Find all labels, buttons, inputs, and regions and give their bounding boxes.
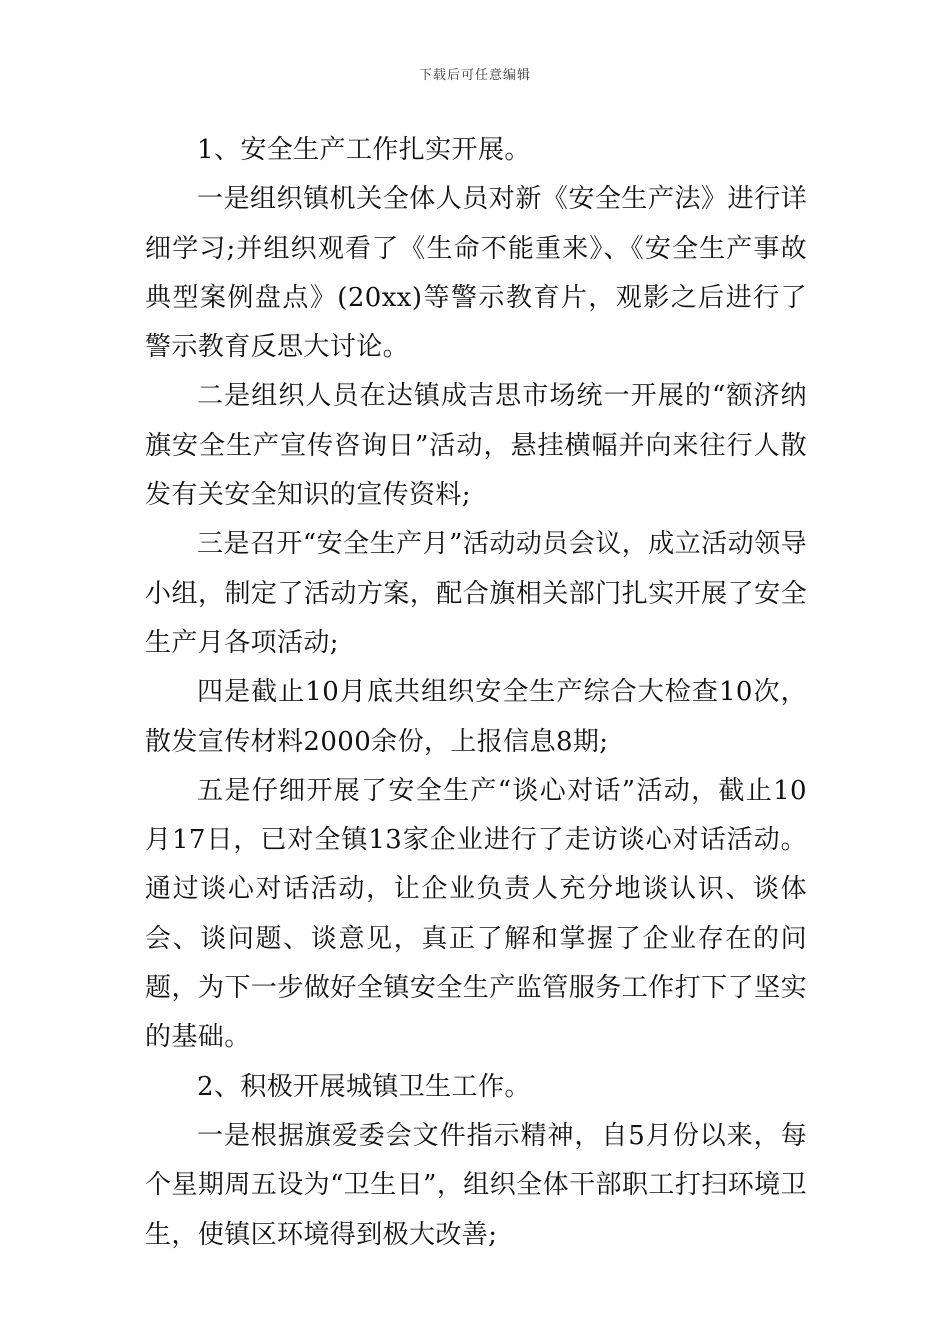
paragraph-consultation-day: 二是组织人员在达镇成吉思市场统一开展的“额济纳旗安全生产宣传咨询日”活动，悬挂横幅并向来往行人散发有关安全知识的宣传资料; bbox=[145, 381, 807, 511]
section-heading-sanitation: 2、积极开展城镇卫生工作。 bbox=[197, 1071, 531, 1102]
paragraph-sanitation-day: 一是根据旗爱委会文件指示精神，自5月份以来，每个星期周五设为“卫生日”，组织全体干部职工打扫环境卫生，使镇区环境得到极大改善; bbox=[145, 1120, 807, 1250]
document-body bbox=[145, 126, 807, 1260]
paragraph-dialogue: 五是仔细开展了安全生产“谈心对话”活动，截止10月17日，已对全镇13家企业进行了走访谈心对话活动。通过谈心对话活动，让企业负责人充分地谈认识、谈体会、谈问题、谈意见，真正了解和掌握了企业存在的问题，为下一步做好全镇安全生产监管服务工作打下了坚实的基础。 bbox=[145, 775, 807, 1053]
section-heading-safety: 1、安全生产工作扎实开展。 bbox=[197, 135, 531, 165]
page-header-note: 下载后可任意编辑 bbox=[418, 68, 531, 83]
paragraph-study: 一是组织镇机关全体人员对新《安全生产法》进行详细学习;并组织观看了《生命不能重来》、《安全生产事故典型案例盘点》(20xx)等警示教育片，观影之后进行了警示教育反思大讨论。 bbox=[145, 184, 807, 363]
paragraph-safety-month: 三是召开“安全生产月”活动动员会议，成立活动领导小组，制定了活动方案，配合旗相关部门扎实开展了安全生产月各项活动; bbox=[145, 529, 807, 658]
paragraph-inspection: 四是截止10月底共组织安全生产综合大检查10次，散发宣传材料2000余份，上报信息8期; bbox=[145, 677, 807, 757]
